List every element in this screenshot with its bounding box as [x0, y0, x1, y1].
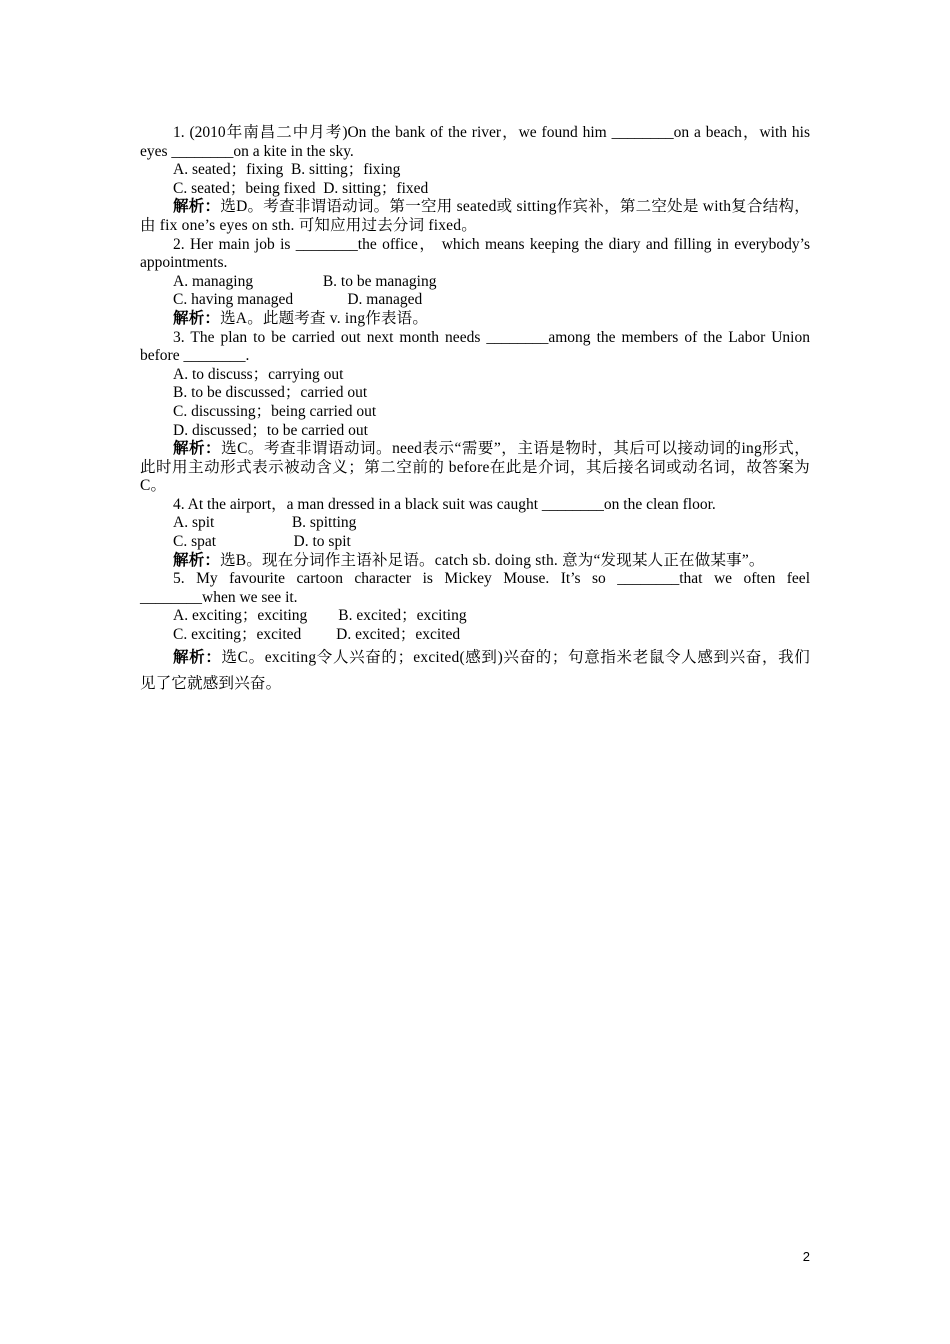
option-line: C. spat D. to spit — [173, 533, 351, 551]
option-line: A. exciting；exciting B. excited；exciting — [173, 607, 467, 625]
analysis — [140, 440, 810, 496]
analysis-label: 解析： — [173, 551, 221, 569]
option-line: C. seated；being fixed D. sitting；fixed — [173, 179, 429, 197]
option-line: A. spit B. spitting — [173, 514, 357, 532]
question-stem: 1. (2010年南昌二中月考)On the bank of the river，we found him ________on a beach，with his eyes ________on a kite in the sky. — [140, 124, 810, 160]
page-number: 2 — [802, 1249, 810, 1264]
option-line: D. discussed；to be carried out — [173, 421, 368, 439]
analysis-text: 选A。此题考查 v. ing作表语。 — [220, 309, 429, 327]
option-line: B. to be discussed；carried out — [173, 384, 368, 402]
option-line: A. managing B. to be managing — [173, 272, 437, 290]
analysis-text: 选C。exciting令人兴奋的；excited(感到)兴奋的；句意指米老鼠令人感到兴奋，我们见了它就感到兴奋。 — [140, 648, 810, 692]
question-stem: 2. Her main job is ________the office， which means keeping the diary and filling in everybody’s appointments. — [140, 235, 810, 272]
question-stem: 3. The plan to be carried out next month needs ________among the members of the Labor Union before ________. — [140, 328, 810, 365]
analysis-text: 选D。考查非谓语动词。第一空用 seated或 sitting作宾补，第二空处是 with复合结构，由 fix one’s eyes on sth. 可知应用过去分词 fixed。 — [140, 198, 810, 234]
analysis-label: 解析： — [173, 309, 221, 327]
exercise-content — [140, 124, 810, 697]
option-line: C. discussing；being carried out — [173, 402, 377, 420]
analysis — [140, 552, 810, 571]
analysis — [140, 645, 810, 697]
analysis — [140, 310, 810, 329]
analysis-label: 解析： — [173, 440, 222, 458]
question-stem: 4. At the airport，a man dressed in a black suit was caught ________on the clean floor. — [173, 495, 716, 513]
option-line: C. having managed D. managed — [173, 291, 423, 309]
option-line: C. exciting；excited D. excited；excited — [173, 626, 461, 644]
option-line: A. seated；fixing B. sitting；fixing — [173, 161, 401, 179]
analysis-text: 选C。考查非谓语动词。need表示“需要”，主语是物时，其后可以接动词的ing形式，此时用主动形式表示被动含义；第二空前的 before在此是介词，其后接名词或动名词，故答案为 C。 — [140, 440, 810, 495]
option-line: A. to discuss；carrying out — [173, 365, 344, 383]
question-stem: 5. My favourite cartoon character is Mickey Mouse. It’s so ________that we often feel ________when we see it. — [140, 570, 810, 606]
analysis-label: 解析： — [173, 648, 222, 666]
analysis — [140, 198, 810, 235]
analysis-label: 解析： — [173, 198, 221, 216]
analysis-text: 选B。现在分词作主语补足语。catch sb. doing sth. 意为“发现某人正在做某事”。 — [220, 551, 765, 569]
